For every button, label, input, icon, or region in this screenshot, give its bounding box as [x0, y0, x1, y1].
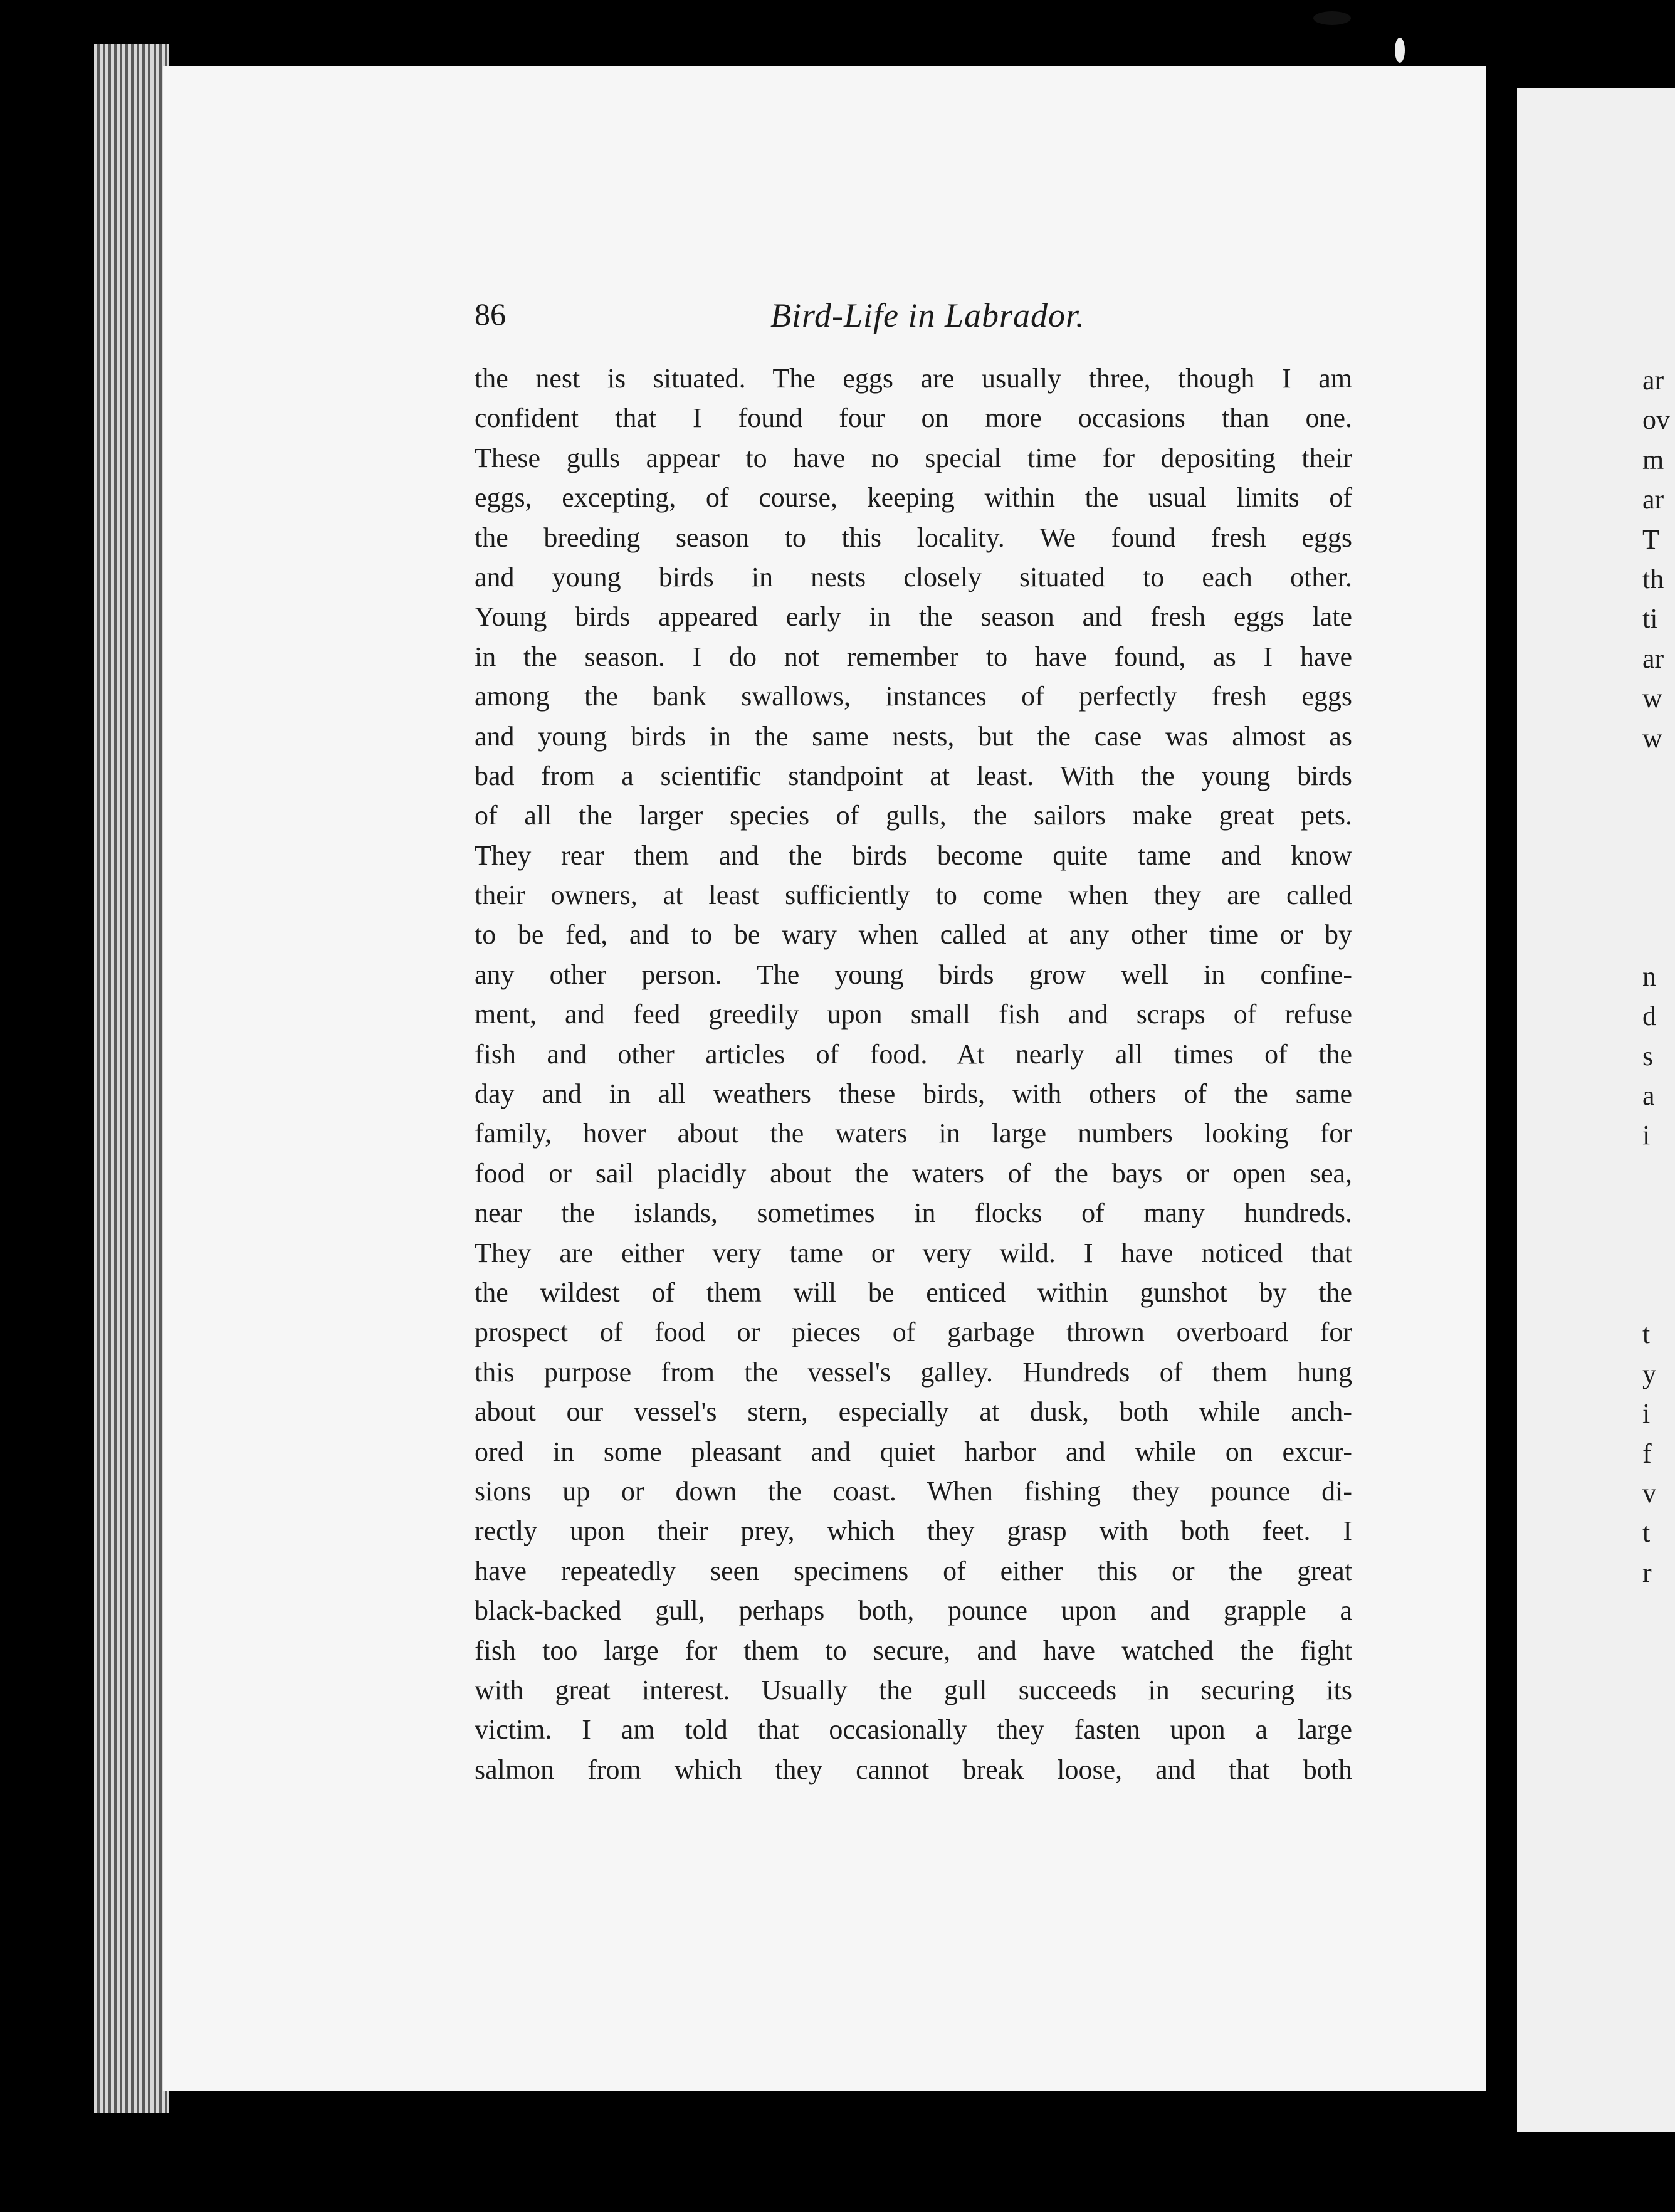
facing-fragment: ar — [1642, 365, 1664, 396]
facing-fragment: T — [1642, 524, 1659, 555]
facing-fragment: w — [1642, 683, 1662, 714]
facing-fragment: ar — [1642, 484, 1664, 515]
facing-fragment — [1642, 1195, 1675, 1235]
text-line: day and in all weathers these birds, with others of the same — [475, 1078, 1352, 1110]
facing-fragment — [1642, 1275, 1675, 1314]
text-line: They rear them and the birds become quite tame and know — [475, 840, 1352, 871]
facing-fragment: s — [1642, 1040, 1654, 1072]
text-line: among the bank swallows, instances of perfectly fresh eggs — [475, 681, 1352, 712]
facing-fragment: i — [1642, 1398, 1651, 1430]
text-line: fish and other articles of food. At nearly all times of the — [475, 1038, 1352, 1070]
facing-fragment — [1642, 838, 1675, 877]
facing-page-text — [1642, 361, 1675, 1593]
text-line: in the season. I do not remember to have found, as I have — [475, 641, 1352, 672]
text-line: They are either very tame or very wild. I have noticed that — [475, 1237, 1352, 1268]
text-line: the breeding season to this locality. We found fresh eggs — [475, 522, 1352, 553]
text-line: confident that I found four on more occasions than one. — [475, 403, 1352, 434]
running-title: Bird-Life in Labrador. — [770, 297, 1085, 334]
text-line: salmon from which they cannot break loose, and that both — [475, 1754, 1352, 1785]
facing-fragment: f — [1642, 1438, 1652, 1469]
text-line: and young birds in nests closely situated to each other. — [475, 561, 1352, 592]
facing-fragment: n — [1642, 961, 1656, 992]
text-line: of all the larger species of gulls, the sailors make great pets. — [475, 800, 1352, 831]
text-line: their owners, at least sufficiently to come when they are called — [475, 880, 1352, 911]
text-line: with great interest. Usually the gull succeeds in securing its — [475, 1674, 1352, 1705]
facing-fragment — [1642, 1235, 1675, 1275]
text-line: any other person. The young birds grow well in confine- — [475, 959, 1352, 990]
book-page-edges — [94, 44, 169, 2113]
facing-fragment: t — [1642, 1319, 1651, 1350]
body-text — [475, 359, 1352, 1789]
facing-fragment: ti — [1642, 603, 1658, 635]
facing-fragment: d — [1642, 1001, 1656, 1032]
text-line: sions up or down the coast. When fishing they pounce di- — [475, 1475, 1352, 1507]
facing-fragment — [1642, 877, 1675, 917]
facing-fragment: ov — [1642, 404, 1670, 436]
text-line: family, hover about the waters in large numbers looking for — [475, 1118, 1352, 1149]
facing-fragment: m — [1642, 444, 1664, 475]
page-number: 86 — [475, 297, 506, 332]
text-line: ored in some pleasant and quiet harbor and while on excur- — [475, 1436, 1352, 1467]
text-line: ment, and feed greedily upon small fish and scraps of refuse — [475, 999, 1352, 1030]
facing-fragment: w — [1642, 722, 1662, 754]
text-line: and young birds in the same nests, but the case was almost as — [475, 720, 1352, 752]
facing-fragment — [1642, 1156, 1675, 1195]
text-line: fish too large for them to secure, and have watched the fight — [475, 1635, 1352, 1666]
facing-fragment — [1642, 798, 1675, 837]
facing-fragment: r — [1642, 1557, 1652, 1588]
facing-fragment: a — [1642, 1080, 1655, 1112]
text-line: prospect of food or pieces of garbage thrown overboard for — [475, 1317, 1352, 1348]
text-line: eggs, excepting, of course, keeping within the usual limits of — [475, 482, 1352, 514]
text-line: Young birds appeared early in the season and fresh eggs late — [475, 601, 1352, 633]
book-gutter — [1486, 56, 1511, 2125]
text-line: near the islands, sometimes in flocks of many hundreds. — [475, 1198, 1352, 1229]
facing-fragment: y — [1642, 1358, 1656, 1389]
text-line: food or sail placidly about the waters of the bays or open sea, — [475, 1157, 1352, 1189]
facing-fragment: ar — [1642, 643, 1664, 674]
facing-fragment — [1642, 917, 1675, 956]
facing-fragment: t — [1642, 1517, 1651, 1549]
text-line: black-backed gull, perhaps both, pounce upon and grapple a — [475, 1595, 1352, 1626]
text-line: this purpose from the vessel's galley. Hundreds of them hung — [475, 1356, 1352, 1388]
text-line: the nest is situated. The eggs are usually three, though I am — [475, 363, 1352, 394]
text-line: to be fed, and to be wary when called at any other time or by — [475, 919, 1352, 951]
text-line: These gulls appear to have no special time for depositing their — [475, 442, 1352, 473]
text-line: bad from a scientific standpoint at least. With the young birds — [475, 760, 1352, 791]
facing-fragment: v — [1642, 1477, 1656, 1509]
text-line: victim. I am told that occasionally they fasten upon a large — [475, 1714, 1352, 1746]
scan-smudge — [1313, 11, 1351, 25]
scan-smudge — [1395, 38, 1405, 63]
text-line: rectly upon their prey, which they grasp with both feet. I — [475, 1515, 1352, 1547]
text-line: have repeatedly seen specimens of either this or the great — [475, 1555, 1352, 1586]
facing-fragment: i — [1642, 1120, 1651, 1151]
facing-fragment — [1642, 758, 1675, 798]
text-line: the wildest of them will be enticed within gunshot by the — [475, 1277, 1352, 1308]
text-line: about our vessel's stern, especially at dusk, both while anch- — [475, 1396, 1352, 1428]
facing-fragment: th — [1642, 563, 1664, 594]
page-header — [475, 296, 1352, 340]
